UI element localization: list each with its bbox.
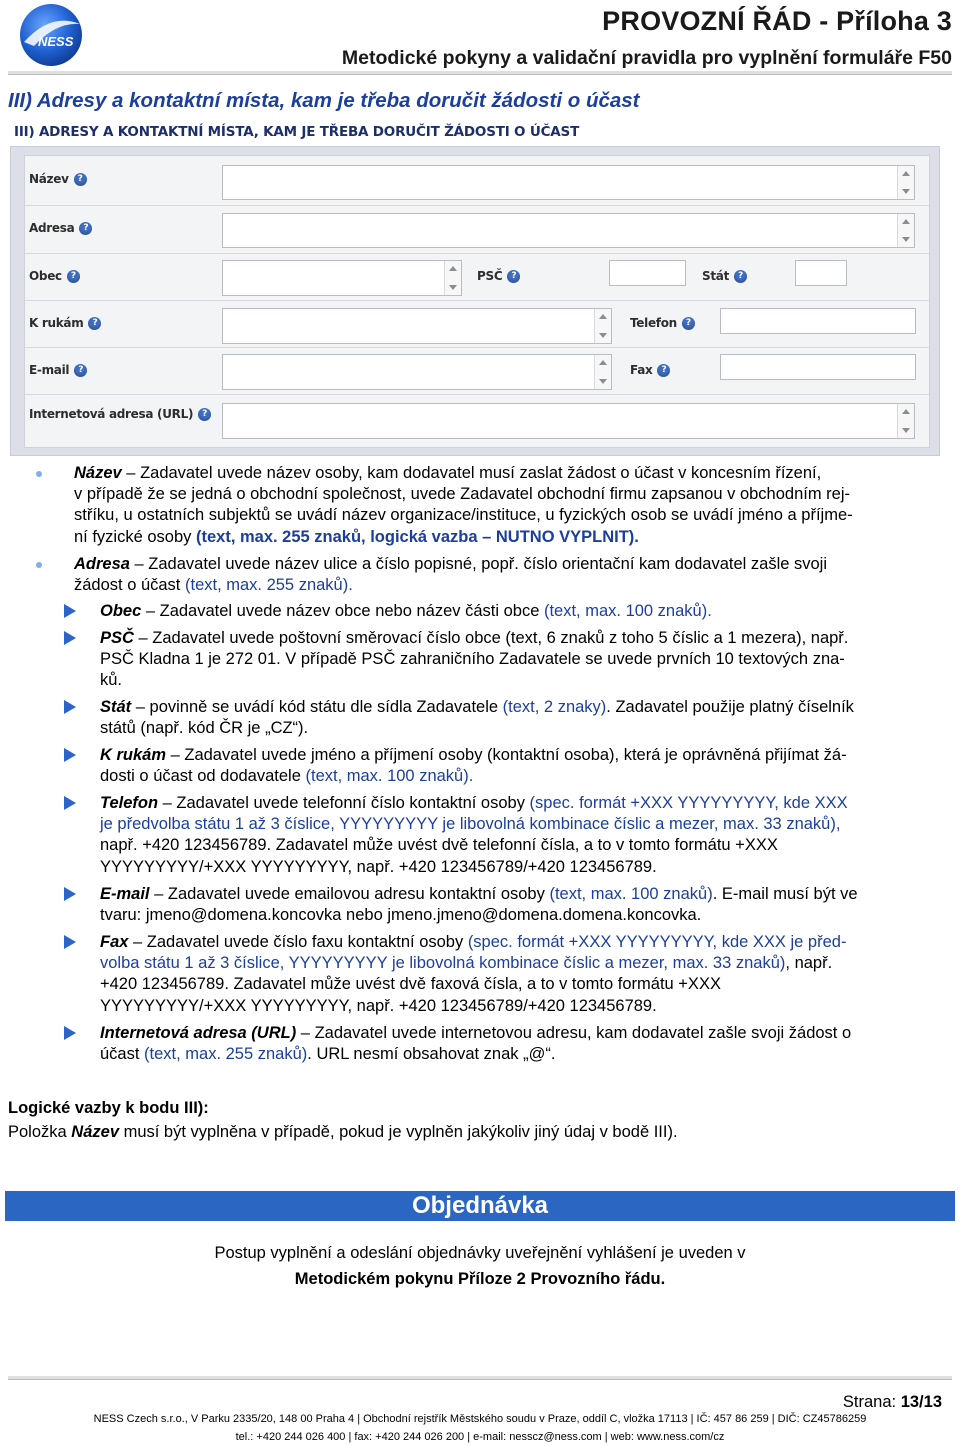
item-k-rukam: K rukám – Zadavatel uvede jméno a příjmení osoby (kontaktní osoba), která je oprávněná přijímat žá- dosti o účast od dodavatele (text, max. 100 znaků). [100,746,847,786]
footer-company-info: NESS Czech s.r.o., V Parku 2335/20, 148 00 Praha 4 | Obchodní rejstřík Městského soudu v Praze, oddíl C, vložka 17113 | IČ: 457 86 259 | DIČ: CZ45786259 [93,1413,867,1425]
stat-input[interactable] [795,260,847,286]
help-icon[interactable]: ? [657,364,670,377]
bullet-arrow [64,604,76,618]
fax-input[interactable] [720,354,916,380]
item-email: E-mail – Zadavatel uvede emailovou adresu kontaktní osoby (text, max. 100 znaků). E-mail musí být ve tvaru: jmeno@domena.koncovka nebo jmeno.jmeno@domena.domena.koncovka. [100,885,858,925]
scroll-arrows[interactable] [444,261,461,295]
form-row-url [25,395,929,448]
scroll-arrows[interactable] [897,404,914,438]
item-psc: PSČ – Zadavatel uvede poštovní směrovací číslo obce (text, 6 znaků z toho 5 číslic a 1 mezera), např. PSČ Kladna 1 je 272 01. V případě PSČ zahraničního Zadavatele se uvede prvních 10 textových zna- ků. [100,629,849,690]
bullet-arrow [64,700,76,714]
item-url: Internetová adresa (URL) – Zadavatel uvede internetovou adresu, kam dodavatel zašle svoji žádost o účast (text, max. 255 znaků). URL nesmí obsahovat znak „@“. [100,1024,852,1064]
help-icon[interactable]: ? [74,173,87,186]
label-k-rukam: K rukám ? [29,316,101,330]
document-title: PROVOZNÍ ŘÁD - Příloha 3 [602,6,952,36]
psc-input[interactable] [609,260,686,286]
ness-logo [16,2,86,68]
help-icon[interactable]: ? [734,270,747,283]
help-icon[interactable]: ? [67,270,80,283]
section-heading: III) Adresy a kontaktní místa, kam je třeba doručit žádosti o účast [8,89,640,112]
order-section-bar: Objednávka [5,1191,955,1221]
form-row-obec [25,254,929,301]
help-icon[interactable]: ? [74,364,87,377]
item-telefon: Telefon – Zadavatel uvede telefonní číslo kontaktní osoby (spec. formát +XXX YYYYYYYYY, kde XXX je předvolba státu 1 až 3 číslice, YYYYYYYYY je libovolná kombinace číslic a mezer, max. 33 znaků), např. +420 123456789. Zadavatel může uvést dvě telefonní čísla, a to v tomto formátu +XXX YYYYYYYYY/+XXX YYYYYYYYY, např. +420 123456789/+420 123456789. [100,794,848,876]
url-input[interactable] [222,403,915,439]
k-rukam-input[interactable] [222,308,612,344]
item-obec: Obec – Zadavatel uvede název obce nebo název části obce (text, max. 100 znaků). [100,602,712,620]
label-url: Internetová adresa (URL) ? [29,407,211,421]
email-input[interactable] [222,354,612,390]
nazev-input[interactable] [222,165,915,200]
form-row-nazev [25,156,929,206]
scroll-arrows[interactable] [897,214,914,247]
logic-title: Logické vazby k bodu III): [8,1099,209,1117]
form-panel [10,146,940,456]
help-icon[interactable]: ? [198,408,211,421]
scroll-arrows[interactable] [594,309,611,343]
item-adresa: Adresa – Zadavatel uvede název ulice a číslo popisné, popř. číslo orientační kam dodavatel zašle svoji žádost o účast (text, max. 255 znaků). [74,555,828,595]
header-divider [8,71,952,75]
bullet-dot [36,562,42,568]
bullet-arrow [64,631,76,645]
item-fax: Fax – Zadavatel uvede číslo faxu kontaktní osoby (spec. formát +XXX YYYYYYYYY, kde XXX je před- volba státu 1 až 3 číslice, YYYYYYYYY je libovolná kombinace číslic a mezer, max. 33 znaků), např. +420 123456789. Zadavatel může uvést dvě faxová čísla, a to v tomto formátu +XXX YYYYYYYYY/+XXX YYYYYYYYY, např. +420 123456789/+420 123456789. [100,933,847,1015]
form-row-adresa [25,206,929,254]
help-icon[interactable]: ? [682,317,695,330]
telefon-input[interactable] [720,308,916,334]
label-adresa: Adresa ? [29,221,92,235]
bullet-arrow [64,748,76,762]
item-stat: Stát – povinně se uvádí kód státu dle sídla Zadavatele (text, 2 znaky). Zadavatel použije platný číselník států (např. kód ČR je „CZ“). [100,698,854,738]
page-number: Strana: 13/13 [842,1393,942,1411]
label-obec: Obec ? [29,269,80,283]
label-telefon: Telefon ? [630,316,695,330]
label-email: E-mail ? [29,363,87,377]
adresa-input[interactable] [222,213,915,248]
label-stat: Stát ? [702,269,747,283]
form-inner [24,155,930,448]
bullet-arrow [64,796,76,810]
order-reference: Metodickém pokynu Příloze 2 Provozního řádu. [294,1270,666,1288]
obec-input[interactable] [222,260,462,296]
scroll-arrows[interactable] [594,355,611,389]
form-row-k-rukam [25,301,929,348]
bullet-dot [36,471,42,477]
bullet-arrow [64,1026,76,1040]
item-nazev: Název – Zadavatel uvede název osoby, kam dodavatel musí zaslat žádost o účast v koncesním řízení, v případě že se jedná o obchodní společnost, uvede Zadavatel obchodní firmu zapsanou v obchodním rej- stříku, u ostatních subjektů se uvádí název organizace/instituce, u fyzických osob se uvádí jméno a příjme- ní fyzické osoby (text, max. 255 znaků, logická vazba – NUTNO VYPLNIT). [74,464,853,546]
bullet-arrow [64,935,76,949]
label-psc: PSČ ? [477,269,520,283]
form-row-email [25,348,929,395]
logic-text: Položka Název musí být vyplněna v případě, pokud je vyplněn jakýkoliv jiný údaj v bodě III). [8,1123,678,1141]
svg-text:NESS: NESS [38,34,74,49]
footer-divider [8,1376,952,1380]
label-nazev: Název ? [29,172,87,186]
help-icon[interactable]: ? [79,222,92,235]
form-section-title: III) ADRESY A KONTAKTNÍ MÍSTA, KAM JE TŘEBA DORUČIT ŽÁDOSTI O ÚČAST [14,124,580,140]
scroll-arrows[interactable] [897,166,914,199]
help-icon[interactable]: ? [88,317,101,330]
document-subtitle: Metodické pokyny a validační pravidla pro vyplnění formuláře F50 [341,47,952,69]
help-icon[interactable]: ? [507,270,520,283]
bullet-arrow [64,887,76,901]
label-fax: Fax ? [630,363,670,377]
order-text: Postup vyplnění a odeslání objednávky uveřejnění vyhlášení je uveden v [214,1244,746,1262]
footer-contact-info: tel.: +420 244 026 400 | fax: +420 244 026 200 | e-mail: nesscz@ness.com | web: www.ness.com/cz [235,1431,725,1443]
